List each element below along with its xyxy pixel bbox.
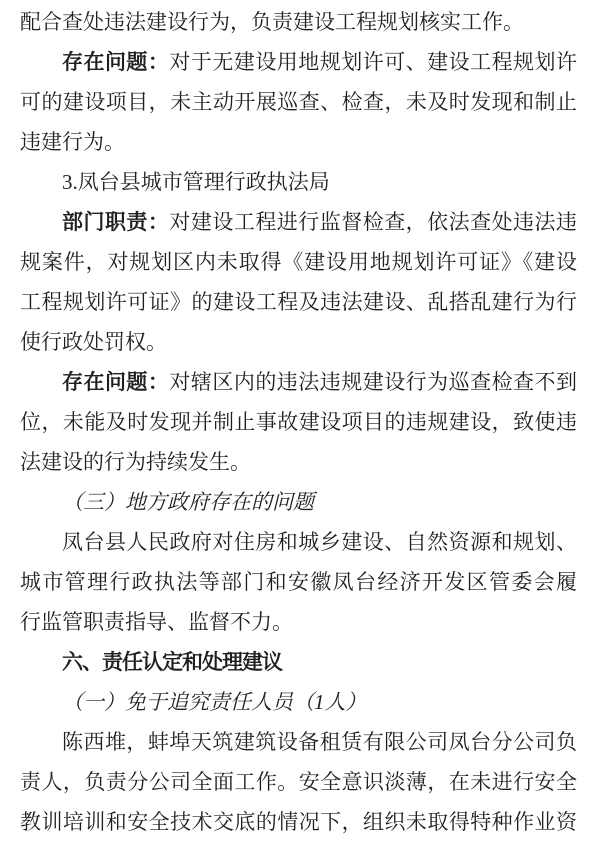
text-line <box>0 322 605 362</box>
text-line <box>0 562 605 602</box>
text-segment: 对建设工程进行监督检查，依法查处违法违 <box>169 210 578 234</box>
emphasis-label: 六、责任认定和处理建议 <box>62 651 282 674</box>
text-segment: 可的建设项目，未主动开展巡查、检查，未及时发现和制止 <box>20 90 577 114</box>
text-line <box>0 282 605 322</box>
text-line <box>0 722 605 762</box>
text-line <box>0 802 605 842</box>
text-segment: 违建行为。 <box>20 130 125 154</box>
emphasis-label: 部门职责： <box>62 211 170 234</box>
text-segment: 3.凤台县城市管理行政执法局 <box>62 170 330 194</box>
text-segment: 对辖区内的违法违规建设行为巡查检查不到 <box>169 370 578 394</box>
text-segment: 法建设的行为持续发生。 <box>20 450 251 474</box>
text-line <box>0 602 605 642</box>
text-line <box>0 362 605 402</box>
text-line <box>0 522 605 562</box>
text-line <box>0 442 605 482</box>
text-line <box>0 162 605 202</box>
text-segment: 规案件，对规划区内未取得《建设用地规划许可证》《建设 <box>20 250 577 274</box>
section-heading-line <box>0 642 605 682</box>
text-segment: （一）免于追究责任人员（1人） <box>62 690 367 714</box>
text-line <box>0 402 605 442</box>
text-line <box>0 2 605 42</box>
text-segment: 对于无建设用地规划许可、建设工程规划许 <box>169 50 578 74</box>
text-line <box>0 202 605 242</box>
text-line <box>0 762 605 802</box>
text-line <box>0 82 605 122</box>
text-line <box>0 242 605 282</box>
text-segment: 凤台县人民政府对住房和城乡建设、自然资源和规划、 <box>62 530 577 554</box>
text-segment: 位，未能及时发现并制止事故建设项目的违规建设，致使违 <box>20 410 577 434</box>
text-line <box>0 42 605 82</box>
text-segment: 责人，负责分公司全面工作。安全意识淡薄，在未进行安全 <box>20 770 577 794</box>
text-segment: 城市管理行政执法等部门和安徽凤台经济开发区管委会履 <box>20 570 577 594</box>
text-segment: （三）地方政府存在的问题 <box>62 490 314 514</box>
text-segment: 配合查处违法建设行为，负责建设工程规划核实工作。 <box>20 10 524 34</box>
emphasis-label: 存在问题： <box>62 371 170 394</box>
text-segment: 陈西堆，蚌埠天筑建筑设备租赁有限公司凤台分公司负 <box>62 730 577 754</box>
text-line <box>0 682 605 722</box>
text-segment: 工程规划许可证》的建设工程及违法建设、乱搭乱建行为行 <box>20 290 577 314</box>
text-line <box>0 482 605 522</box>
text-segment: 教训培训和安全技术交底的情况下，组织未取得特种作业资 <box>20 810 577 834</box>
text-line <box>0 122 605 162</box>
text-segment: 行监管职责指导、监督不力。 <box>20 610 293 634</box>
text-segment: 使行政处罚权。 <box>20 330 167 354</box>
emphasis-label: 存在问题： <box>62 51 170 74</box>
